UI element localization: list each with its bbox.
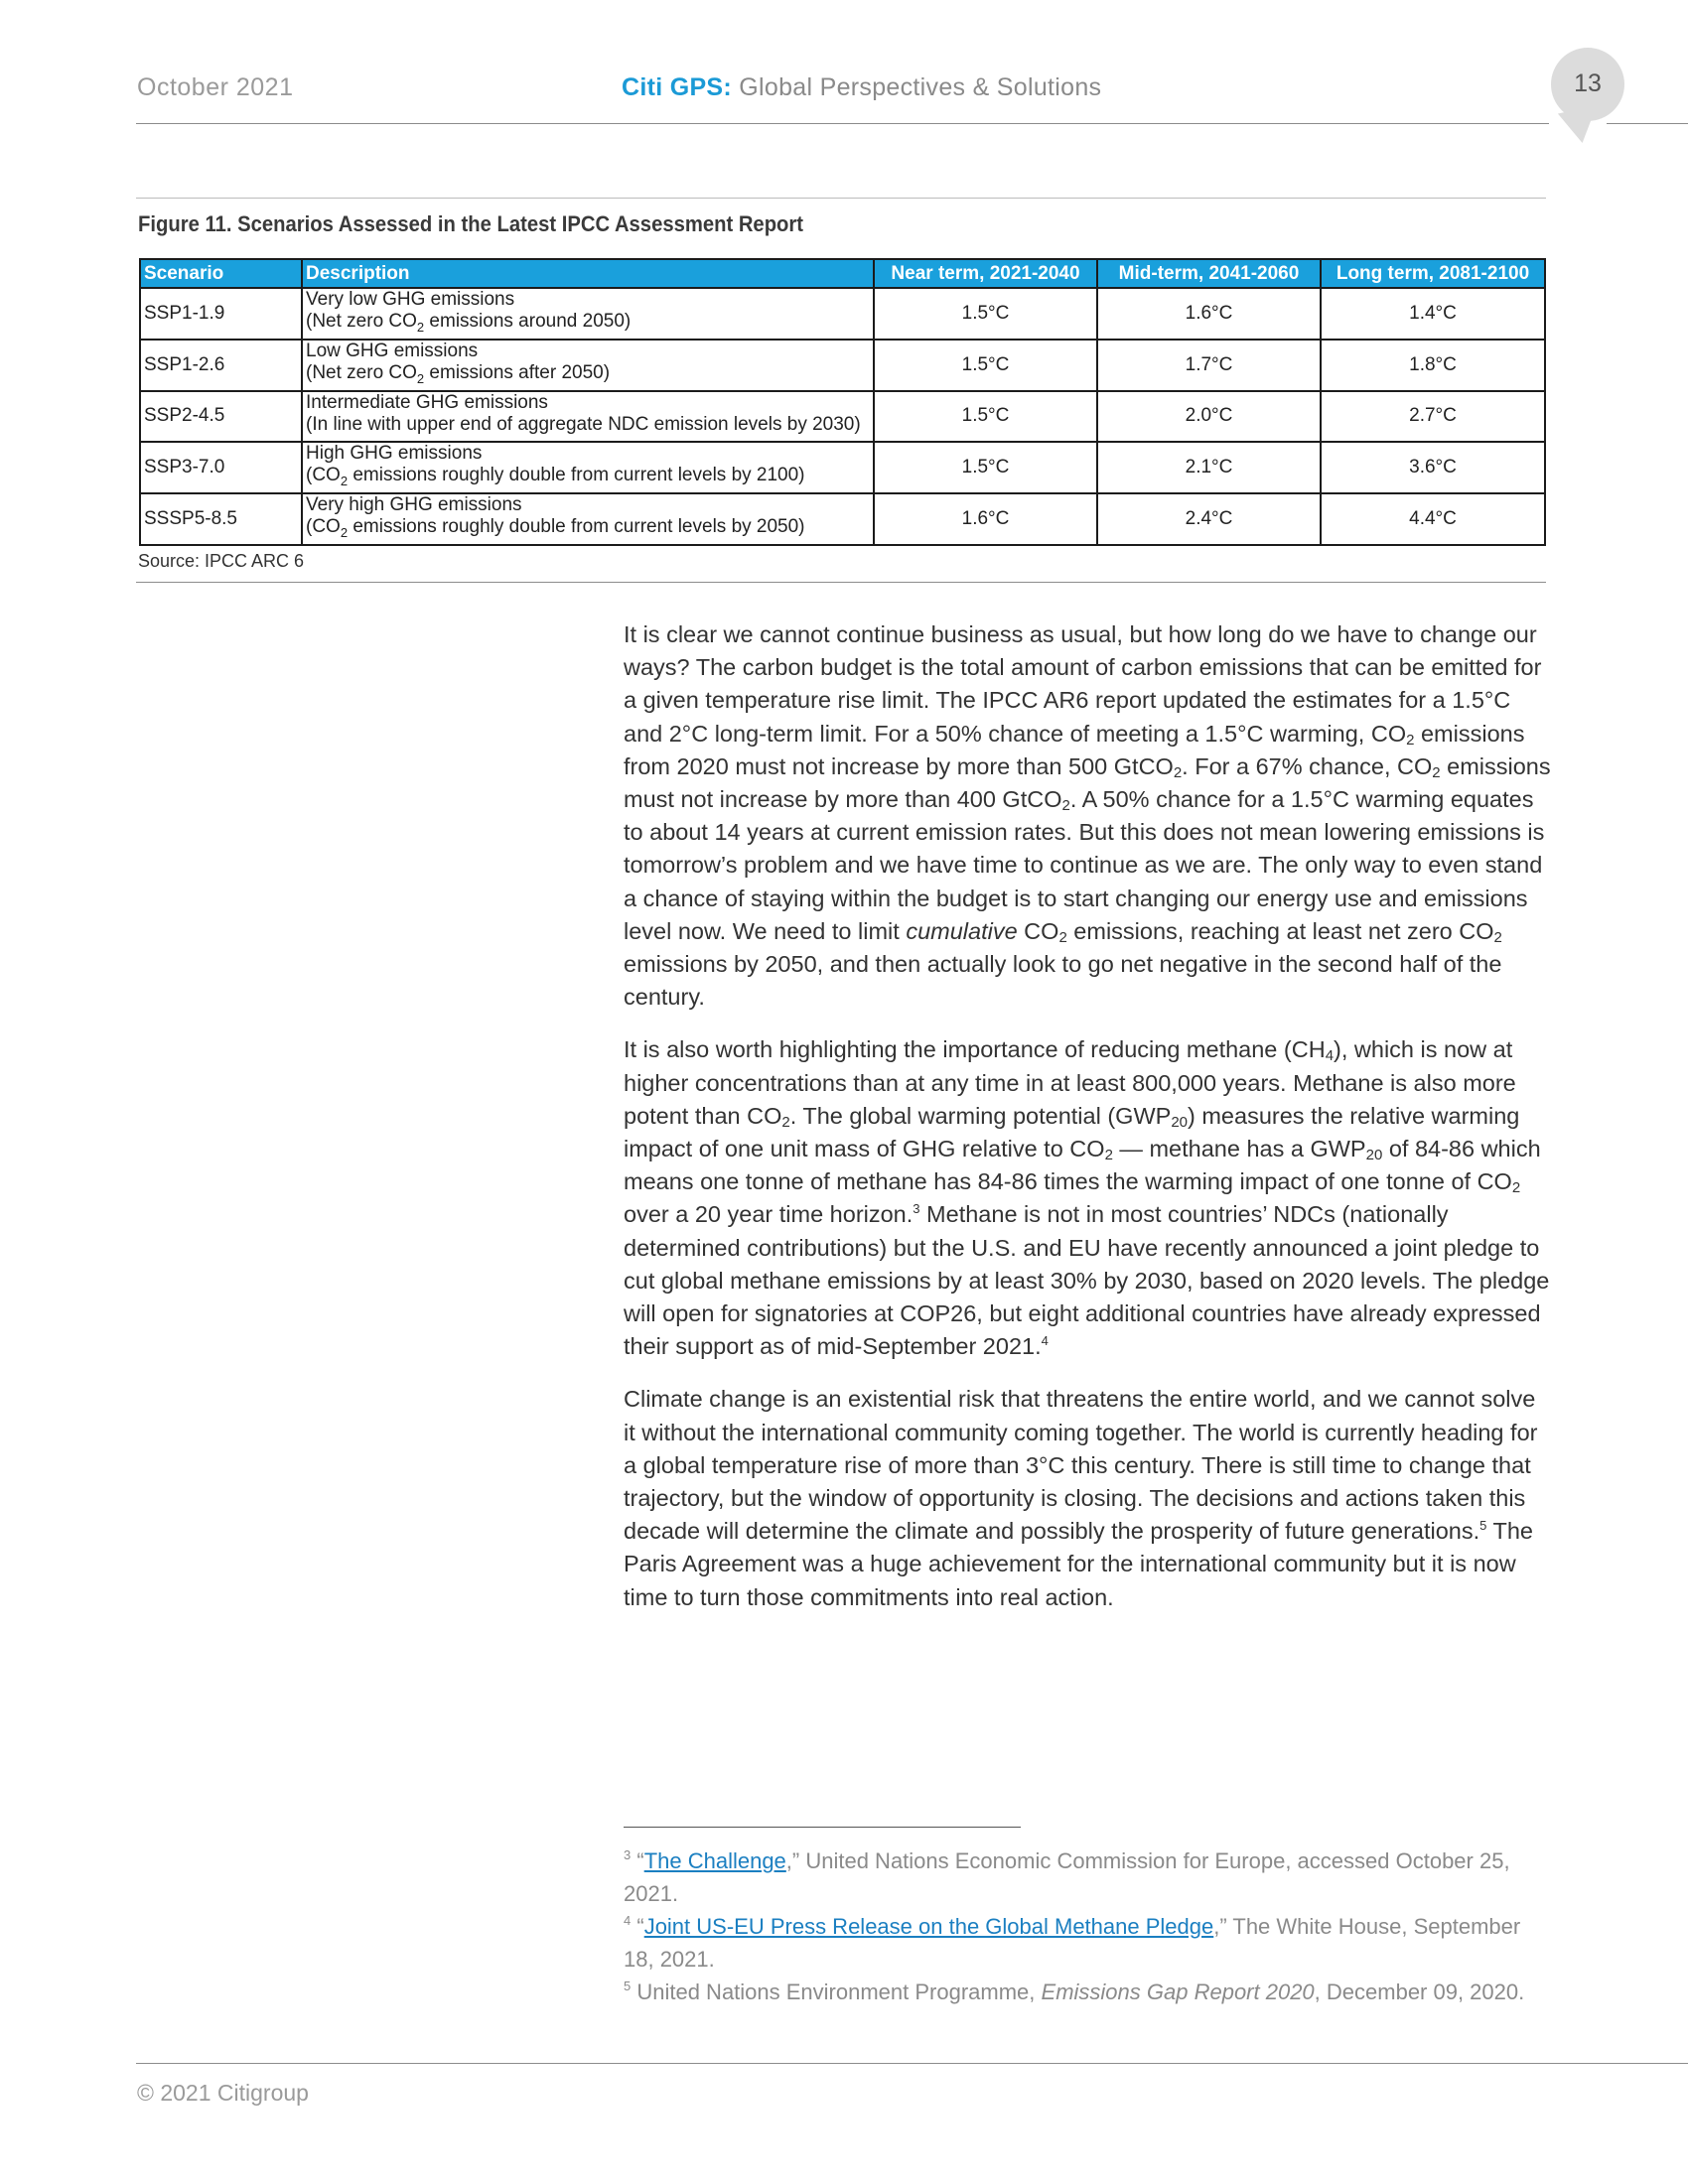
footnotes [624,1844,1552,2008]
scenario-cell: SSP1-2.6 [140,340,302,391]
description-cell: Very high GHG emissions ($CO_2$ emissions roughly double from current levels by 2050) [302,493,874,545]
long-term-cell: 4.4°C [1321,493,1545,545]
column-header-long-term: Long term, 2081-2100 [1321,259,1545,288]
paragraph-carbon-budget: It is clear we cannot continue business as usual, but how long do we have to change our ways? The carbon budget is the total amount of carbon emissions that can be emitted for a given temperature rise limit. The IPCC AR6 report updated the estimates for a 1.5°C and 2°C long-term limit. For a 50% chance of meeting a 1.5°C warming, $CO_2$ emissions from 2020 must not increase by more than 500 GtCO$_2$. For a 67% chance, $CO_2$ emissions must not increase by more than 400 GtCO$_2$. A 50% chance for a 1.5°C warming equates to about 14 years at current emission rates. But this does not mean lowering emissions is tomorrow’s problem and we have time to continue as we are. The only way to even stand a chance of staying within the budget is to start changing our energy use and emissions level now. We need to limit cumulative $CO_2$ emissions, reaching at least net zero $CO_2$ emissions by 2050, and then actually look to go net negative in the second half of the century. [624,621,1551,1011]
long-term-cell: 3.6°C [1321,442,1545,493]
description-cell: High GHG emissions ($CO_2$ emissions roughly double from current levels by 2100) [302,442,874,493]
header-date: October 2021 [137,73,294,101]
scenario-cell: SSSP5-8.5 [140,493,302,545]
header-divider-right [1607,123,1688,124]
mid-term-cell: 1.6°C [1097,288,1321,340]
scenario-cell: SSP3-7.0 [140,442,302,493]
paragraph-methane: It is also worth highlighting the importance of reducing methane $(CH_4)$, which is now at higher concentrations than at any time in at least 800,000 years. Methane is also more potent than $CO_2$. The global warming potential $(GWP_{20})$ measures the relative warming impact of one unit mass of GHG relative to $CO_2$ — methane has a $GWP_{20}$ of 84-86 which means one tonne of methane has 84-86 times the warming impact of one tonne of $CO_2$ over a 20 year time horizon.$^3$ Methane is not in most countries’ NDCs (nationally determined contributions) but the U.S. and EU have recently announced a joint pledge to cut global methane emissions by at least 30% by 2030, based on 2020 levels. The pledge will open for signatories at COP26, but eight additional countries have already expressed their support as of mid-September 2021.$^4$ [624,1036,1550,1360]
table-row [140,391,1545,443]
footnote-link-the-challenge[interactable]: The Challenge [643,1848,786,1873]
column-header-scenario: Scenario [140,259,302,288]
mid-term-cell: 1.7°C [1097,340,1321,391]
long-term-cell: 1.4°C [1321,288,1545,340]
header-subtitle: Global Perspectives & Solutions [739,73,1102,101]
near-term-cell: 1.6°C [874,493,1097,545]
footnote-3: $^3$ “The Challenge,” United Nations Economic Commission for Europe, accessed October 25, 2021. [624,1847,1510,1906]
column-header-near-term: Near term, 2021-2040 [874,259,1097,288]
near-term-cell: 1.5°C [874,442,1097,493]
figure-source: Source: IPCC ARC 6 [138,551,305,571]
table-header-row [140,259,1545,288]
scenario-cell: SSP1-1.9 [140,288,302,340]
description-cell: Intermediate GHG emissions (In line with upper end of aggregate NDC emission levels by 2030) [302,391,874,443]
table-row [140,340,1545,391]
body-text [624,618,1552,1634]
mid-term-cell: 2.1°C [1097,442,1321,493]
footnote-ref-4[interactable]: 4 [1041,1333,1049,1349]
footnote-ref-5[interactable]: 5 [1479,1518,1487,1534]
near-term-cell: 1.5°C [874,340,1097,391]
figure-title: Figure 11. Scenarios Assessed in the Latest IPCC Assessment Report [138,211,804,236]
figure-bottom-divider [136,582,1546,583]
footnote-divider [624,1827,1021,1828]
footer-divider [136,2063,1688,2064]
table-row [140,442,1545,493]
mid-term-cell: 2.4°C [1097,493,1321,545]
description-cell: Very low GHG emissions (Net zero $CO_2$ emissions around 2050) [302,288,874,340]
near-term-cell: 1.5°C [874,288,1097,340]
header-brand: Citi GPS: [622,73,733,101]
near-term-cell: 1.5°C [874,391,1097,443]
description-cell: Low GHG emissions (Net zero $CO_2$ emissions after 2050) [302,340,874,391]
page-number: 13 [1574,69,1602,97]
figure-top-divider [136,198,1546,199]
footnote-4: $^4$ “Joint US-EU Press Release on the Global Methane Pledge,” The White House, September 18, 2021. [624,1913,1521,1972]
mid-term-cell: 2.0°C [1097,391,1321,443]
header-title [622,73,1101,102]
long-term-cell: 2.7°C [1321,391,1545,443]
long-term-cell: 1.8°C [1321,340,1545,391]
header-divider [136,123,1549,124]
table-row [140,288,1545,340]
footnote-ref-3[interactable]: 3 [913,1201,920,1217]
footnote-5: $^5$ United Nations Environment Programme, Emissions Gap Report 2020, December 09, 2020. [624,1979,1525,2004]
paragraph-existential-risk: Climate change is an existential risk that threatens the entire world, and we cannot solve it without the international community coming together. The world is currently heading for a global temperature rise of more than 3°C this century. There is still time to change that trajectory, but the window of opportunity is closing. The decisions and actions taken this decade will determine the climate and possibly the prosperity of future generations.$^5$ The Paris Agreement was a huge achievement for the international community but it is now time to turn those commitments into real action. [624,1386,1538,1610]
footnote-link-methane-pledge[interactable]: Joint US-EU Press Release on the Global Methane Pledge [643,1914,1214,1939]
table-row [140,493,1545,545]
column-header-mid-term: Mid-term, 2041-2060 [1097,259,1321,288]
copyright: © 2021 Citigroup [137,2080,309,2106]
column-header-description: Description [302,259,874,288]
scenario-cell: SSP2-4.5 [140,391,302,443]
scenario-table [139,258,1546,546]
